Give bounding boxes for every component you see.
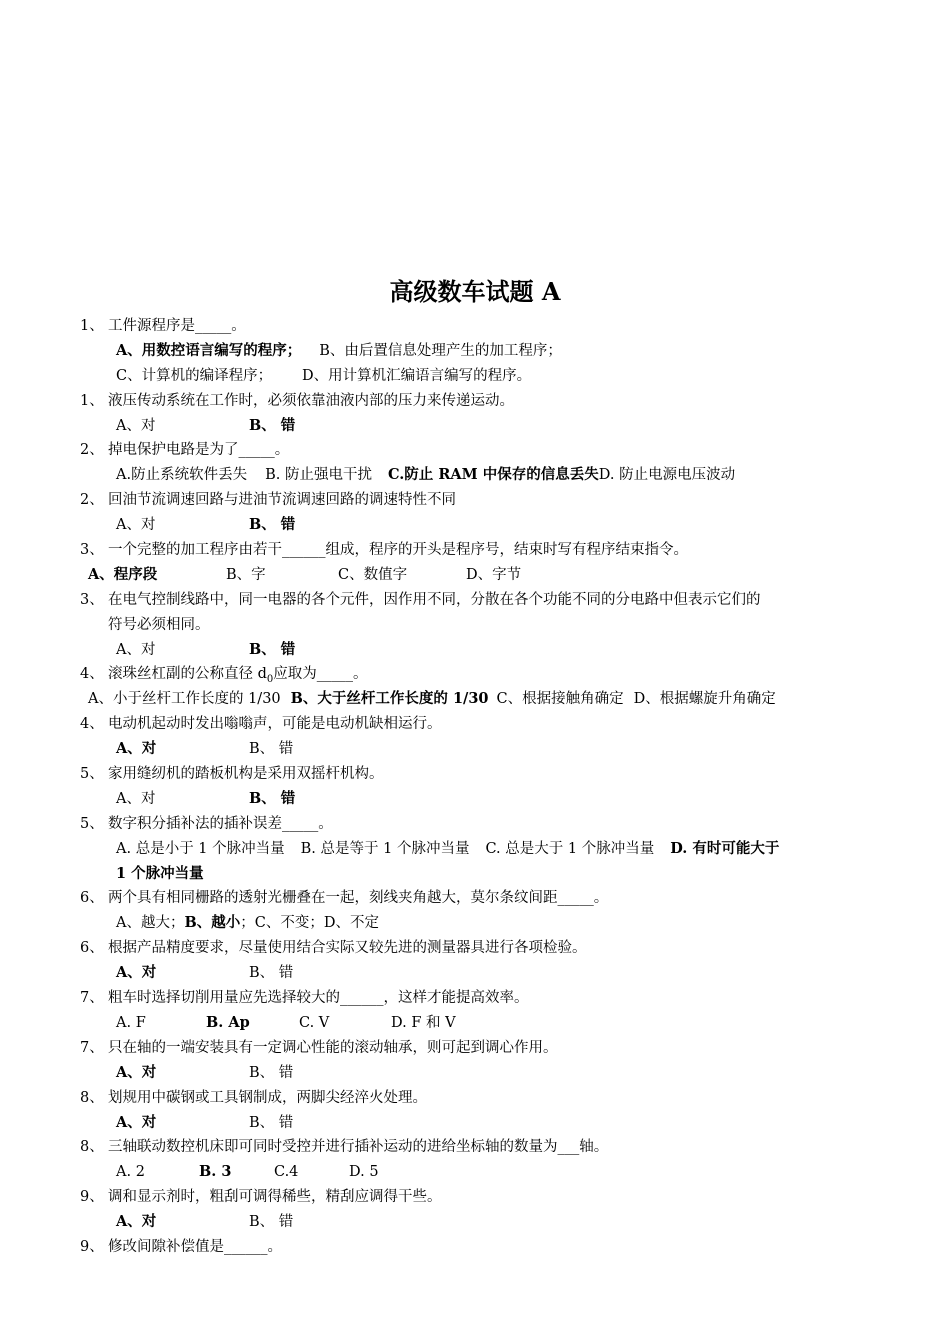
option-d: D、用计算机汇编语言编写的程序。 [302, 367, 532, 384]
truefalse-7 [80, 1036, 880, 1061]
question-text: 划规用中碳钢或工具钢制成，两脚尖经淬火处理。 [108, 1089, 427, 1106]
question-number: 8、 [80, 1139, 104, 1156]
option-false: B、 错 [249, 789, 296, 807]
truefalse-9 [80, 1185, 880, 1210]
option-b: B. 防止强电干扰 [265, 467, 372, 484]
question-number: 5、 [80, 766, 104, 783]
truefalse-5 [80, 762, 880, 787]
question-number: 1、 [80, 318, 104, 334]
option-b: B、字 [226, 566, 266, 583]
option-true: A、对 [116, 1113, 157, 1131]
question-number: 1、 [80, 392, 104, 409]
truefalse-8-options [80, 1111, 880, 1136]
option-cd: ；C、不变；D、不定 [240, 915, 379, 932]
option-false: B、 错 [249, 1064, 294, 1081]
option-d: D. 防止电源电压波动 [598, 467, 736, 484]
truefalse-3 [80, 588, 880, 613]
option-false: B、 错 [249, 1114, 294, 1131]
question-number: 3、 [80, 591, 104, 608]
option-d: D、字节 [466, 566, 522, 583]
question-8-options [80, 1160, 880, 1185]
question-4-options [80, 687, 880, 712]
truefalse-4 [80, 712, 880, 737]
option-d: D. 5 [349, 1164, 379, 1181]
question-1 [80, 314, 880, 339]
option-true: A、对 [116, 1213, 157, 1231]
option-c: C、计算机的编译程序； [116, 367, 273, 384]
option-c: C. 总是大于 1 个脉冲当量 [485, 840, 655, 857]
question-5-options [80, 837, 880, 862]
question-7 [80, 986, 880, 1011]
option-c: C、数值字 [338, 566, 408, 583]
option-b: B、大于丝杆工作长度的 1/30 [290, 690, 489, 708]
option-false: B、 错 [249, 1214, 294, 1231]
question-number: 7、 [80, 990, 104, 1007]
question-number: 7、 [80, 1039, 104, 1056]
question-text: 在电气控制线路中，同一电器的各个元件，因作用不同，分散在各个功能不同的分电路中但表示它们的 [108, 591, 761, 608]
question-text: 根据产品精度要求，尽量使用结合实际又较先进的测量器具进行各项检验。 [108, 940, 587, 957]
truefalse-2-options [80, 513, 880, 538]
option-false: B、 错 [249, 965, 294, 982]
truefalse-6-options [80, 961, 880, 986]
truefalse-2 [80, 488, 880, 513]
option-true: A、对 [116, 641, 156, 658]
question-1-options-ab [80, 339, 880, 364]
truefalse-3-options [80, 638, 880, 663]
question-2 [80, 438, 880, 463]
option-a: A. 2 [116, 1164, 145, 1181]
truefalse-4-options [80, 737, 880, 762]
truefalse-9-options [80, 1210, 880, 1235]
option-true: A、对 [116, 1063, 157, 1081]
question-text: 液压传动系统在工作时，必须依靠油液内部的压力来传递运动。 [108, 392, 514, 409]
option-b: B. Ap [206, 1013, 250, 1031]
option-b: B. 3 [199, 1163, 232, 1181]
truefalse-1-options [80, 414, 880, 439]
question-number: 4、 [80, 666, 104, 683]
option-c: C、根据接触角确定 [496, 691, 624, 708]
question-text: 只在轴的一端安装具有一定调心性能的滚动轴承，则可起到调心作用。 [108, 1039, 558, 1056]
question-5-option-d-continued [80, 862, 880, 887]
question-number: 5、 [80, 815, 104, 832]
question-text: 电动机起动时发出嗡嗡声，可能是电动机缺相运行。 [108, 716, 442, 733]
question-2-options [80, 463, 880, 488]
question-5 [80, 812, 880, 837]
option-false: B、 错 [249, 516, 296, 534]
question-number: 3、 [80, 542, 104, 559]
option-d: D、根据螺旋升角确定 [633, 691, 776, 708]
option-true: A、对 [116, 517, 156, 534]
question-text: 掉电保护电路是为了_____。 [108, 442, 290, 459]
truefalse-7-options [80, 1061, 880, 1086]
option-a: A、小于丝杆工作长度的 1/30 [88, 691, 281, 708]
option-d-continued: 1 个脉冲当量 [116, 864, 204, 882]
option-a: A、越大； [116, 915, 185, 932]
option-true: A、对 [116, 790, 156, 807]
question-number: 2、 [80, 492, 104, 509]
option-a: A、程序段 [88, 565, 158, 583]
question-number: 4、 [80, 716, 104, 733]
truefalse-1 [80, 389, 880, 414]
question-text: 两个具有相同栅路的透射光栅叠在一起，刻线夹角越大，莫尔条纹间距_____。 [108, 890, 609, 907]
option-false: B、 错 [249, 741, 294, 758]
option-a: A. F [116, 1014, 146, 1031]
option-c: C.4 [274, 1164, 299, 1181]
option-a: A.防止系统软件丢失 [116, 467, 248, 484]
question-number: 6、 [80, 940, 104, 957]
page-title: 高级数车试题 A [389, 277, 561, 306]
truefalse-8 [80, 1086, 880, 1111]
option-a: A、用数控语言编写的程序； [116, 341, 302, 359]
question-number: 9、 [80, 1238, 104, 1255]
option-true: A、对 [116, 964, 157, 982]
option-false: B、 错 [249, 640, 296, 658]
option-false: B、 错 [249, 416, 296, 434]
question-1-options-cd [80, 364, 880, 389]
question-number: 2、 [80, 442, 104, 459]
question-4 [80, 662, 880, 687]
question-text: 三轴联动数控机床即可同时受控并进行插补运动的进给坐标轴的数量为___轴。 [108, 1139, 609, 1156]
option-d: D. 有时可能大于 [670, 839, 780, 857]
question-9 [80, 1235, 880, 1260]
option-d: D. F 和 V [391, 1014, 456, 1031]
option-true: A、对 [116, 417, 156, 434]
option-c: C. V [299, 1014, 330, 1031]
truefalse-6 [80, 936, 880, 961]
subscript: 0 [266, 674, 274, 686]
option-true: A、对 [116, 740, 157, 758]
question-6-options [80, 911, 880, 936]
question-7-options [80, 1011, 880, 1036]
option-c: C.防止 RAM 中保存的信息丢失 [387, 466, 599, 484]
option-b: B、越小 [184, 914, 241, 932]
question-text: 家用缝纫机的踏板机构是采用双摇杆机构。 [108, 766, 384, 783]
option-a: A. 总是小于 1 个脉冲当量 [116, 840, 285, 857]
option-b: B. 总是等于 1 个脉冲当量 [300, 840, 470, 857]
question-text: 回油节流调速回路与进油节流调速回路的调速特性不同 [108, 492, 456, 509]
question-text: 修改间隙补偿值是______。 [108, 1238, 282, 1255]
question-number: 8、 [80, 1089, 104, 1106]
question-text: 滚珠丝杠副的公称直径 d [108, 666, 267, 683]
question-8 [80, 1135, 880, 1160]
question-text: 数字积分插补法的插补误差_____。 [108, 815, 333, 832]
question-text: 粗车时选择切削用量应先选择较大的______，这样才能提高效率。 [108, 990, 529, 1007]
question-number: 6、 [80, 890, 104, 907]
option-b: B、由后置信息处理产生的加工程序； [319, 342, 562, 359]
question-text: 调和显示剂时，粗刮可调得稀些，精刮应调得干些。 [108, 1189, 442, 1206]
question-text-end: 应取为_____。 [273, 666, 368, 683]
question-3-options [80, 563, 880, 588]
truefalse-3-continued: 符号必须相同。 [108, 616, 210, 633]
question-3 [80, 538, 880, 563]
question-number: 9、 [80, 1189, 104, 1206]
question-text: 工件源程序是_____。 [108, 318, 246, 334]
question-text: 一个完整的加工程序由若干______组成，程序的开头是程序号，结束时写有程序结束指令。 [108, 542, 688, 559]
question-list [80, 314, 880, 1260]
question-6 [80, 886, 880, 911]
truefalse-5-options [80, 787, 880, 812]
